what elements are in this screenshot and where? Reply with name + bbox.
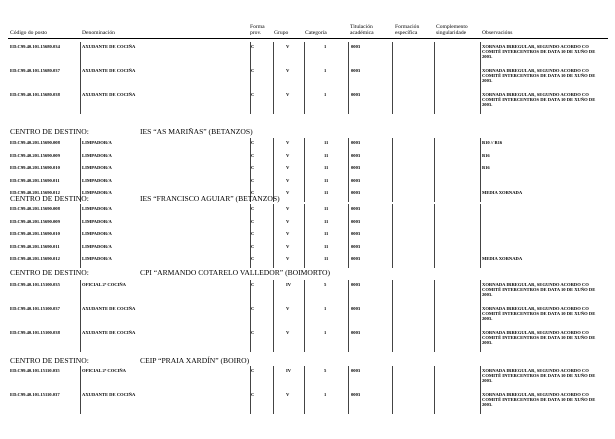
section-heading (10, 268, 610, 278)
cell-observacions: XORNADA IRREGULAR, SEGUNDO ACORDO CO COMITÉ INTERCENTROS DE DATA 10 DE XUÑO DE 2003. (482, 68, 596, 83)
table-row (0, 231, 615, 241)
column-rule (392, 204, 393, 268)
cell-grupo: V (286, 330, 290, 335)
table-row (0, 153, 615, 163)
cell-grupo: V (286, 231, 290, 236)
cell-grupo: V (286, 243, 290, 249)
table-row (0, 92, 615, 107)
column-rule (480, 138, 481, 202)
cell-titulacion: 0003 (351, 190, 361, 195)
cell-grupo: V (286, 218, 290, 224)
table-row (0, 256, 615, 266)
table-row (0, 68, 615, 83)
cell-denominacion: LIMPADOR/A (82, 218, 112, 224)
cell-categoria: 11 (324, 231, 329, 236)
table-row (0, 165, 615, 175)
cell-observacions: XORNADA IRREGULAR, SEGUNDO ACORDO CO COMITÉ INTERCENTROS DE DATA 10 DE XUÑO DE 2003. (482, 330, 596, 345)
column-rule (250, 280, 251, 352)
centro-name: CPI “ARMANDO COTARELO VALLEDOR” (BOIMORTO) (140, 268, 331, 277)
cell-observacions: XORNADA IRREGULAR, SEGUNDO ACORDO CO COMITÉ INTERCENTROS DE DATA 10 DE XUÑO DE 2003. (482, 392, 596, 407)
cell-grupo: V (286, 392, 290, 397)
table-row (0, 140, 615, 150)
cell-titulacion: 0003 (351, 231, 361, 236)
column-rule (480, 42, 481, 114)
column-rule (434, 280, 435, 352)
cell-forma-prov: C (251, 165, 255, 170)
cell-categoria: 11 (324, 165, 329, 170)
column-rule (392, 138, 393, 202)
cell-grupo: V (286, 177, 290, 183)
cell-forma-prov: C (251, 306, 255, 311)
cell-denominacion: LIMPADOR/A (82, 177, 112, 183)
cell-denominacion: LIMPADOR/A (82, 206, 112, 211)
header-denominacion: Denominación (82, 30, 115, 36)
table-row (0, 206, 615, 216)
cell-categoria: 11 (324, 177, 329, 183)
table-row (0, 244, 615, 254)
table-row (0, 44, 615, 59)
cell-categoria: 1 (324, 330, 327, 335)
cell-post-code: ED.C99.40.201.15690.012 (10, 190, 60, 195)
column-rule (480, 204, 481, 268)
cell-denominacion: AXUDANTE DE COCIÑA (82, 92, 136, 97)
centro-name: IES “AS MARIÑAS” (BETANZOS) (140, 127, 253, 136)
cell-post-code: ED.C99.40.201.15690.011 (10, 243, 60, 249)
column-rule (250, 204, 251, 268)
cell-grupo: V (286, 92, 290, 97)
cell-denominacion: LIMPADOR/A (82, 190, 112, 195)
cell-post-code: ED.C99.40.101.15680.037 (10, 68, 60, 73)
cell-observacions: MEDIA XORNADA (482, 190, 523, 195)
cell-titulacion: 0003 (351, 282, 361, 287)
cell-post-code: ED.C99.40.101.15680.038 (10, 92, 60, 97)
section-heading (10, 194, 610, 204)
cell-grupo: IV (286, 368, 292, 373)
header-complemento: Complemento singularidade (436, 24, 468, 36)
cell-denominacion: AXUDANTE DE COCIÑA (82, 44, 136, 49)
cell-forma-prov: C (251, 330, 255, 335)
cell-observacions: B16 (482, 152, 490, 158)
cell-grupo: V (286, 206, 290, 211)
cell-grupo: V (286, 165, 290, 170)
column-rule (273, 204, 274, 268)
column-rule (304, 204, 305, 268)
cell-titulacion: 0003 (351, 44, 361, 49)
column-rule (80, 204, 81, 268)
cell-categoria: 11 (324, 206, 329, 211)
cell-categoria: 5 (324, 368, 327, 373)
column-rule (304, 280, 305, 352)
cell-forma-prov: C (251, 243, 255, 249)
cell-denominacion: AXUDANTE DE COCIÑA (82, 392, 136, 397)
cell-grupo: V (286, 68, 290, 73)
cell-categoria: 1 (324, 68, 327, 73)
cell-titulacion: 0003 (351, 218, 361, 224)
cell-titulacion: 0003 (351, 177, 361, 183)
cell-categoria: 11 (324, 190, 329, 195)
column-rule (434, 204, 435, 268)
centro-name: CEIP “PRAIA XARDÍN” (BOIRO) (140, 356, 250, 365)
table-row (0, 368, 615, 383)
cell-grupo: V (286, 256, 290, 261)
cell-denominacion: LIMPADOR/A (82, 231, 112, 236)
header-grupo: Grupo (274, 30, 289, 36)
cell-denominacion: LIMPADOR/A (82, 152, 112, 158)
column-rule (434, 366, 435, 414)
cell-categoria: 1 (324, 92, 327, 97)
table-row (0, 306, 615, 321)
cell-grupo: IV (286, 282, 292, 287)
column-rule (348, 366, 349, 414)
cell-denominacion: OFICIAL 2ª COCIÑA (82, 282, 127, 287)
cell-forma-prov: C (251, 206, 255, 211)
cell-post-code: ED.C99.40.101.15110.035 (10, 368, 60, 373)
cell-observacions: B10 // B16 (482, 140, 503, 145)
column-rule (304, 366, 305, 414)
cell-observacions: XORNADA IRREGULAR, SEGUNDO ACORDO CO COMITÉ INTERCENTROS DE DATA 10 DE XUÑO DE 2003. (482, 368, 596, 383)
section-label: CENTRO DE DESTINO: (10, 194, 89, 203)
centro-name: IES “FRANCISCO AGUIAR” (BETANZOS) (140, 194, 280, 203)
table-row (0, 392, 615, 407)
cell-post-code: ED.C99.40.201.15690.012 (10, 256, 60, 261)
column-rule (348, 280, 349, 352)
cell-forma-prov: C (251, 190, 255, 195)
cell-denominacion: LIMPADOR/A (82, 140, 112, 145)
column-rule (250, 42, 251, 114)
column-rule (80, 366, 81, 414)
cell-titulacion: 0003 (351, 368, 361, 373)
cell-categoria: 11 (324, 256, 329, 261)
cell-denominacion: AXUDANTE DE COCIÑA (82, 306, 136, 311)
cell-categoria: 1 (324, 44, 327, 49)
cell-titulacion: 0003 (351, 152, 361, 158)
cell-observacions: XORNADA IRREGULAR, SEGUNDO ACORDO CO COMITÉ INTERCENTROS DE DATA 10 DE XUÑO DE 2003. (482, 282, 596, 297)
table-row (0, 219, 615, 229)
cell-post-code: ED.C99.40.101.15680.034 (10, 44, 60, 49)
cell-post-code: ED.C99.40.201.15690.009 (10, 152, 60, 158)
cell-post-code: ED.C99.40.201.15690.008 (10, 140, 60, 145)
column-rule (273, 280, 274, 352)
column-rule (273, 366, 274, 414)
column-rule (348, 204, 349, 268)
column-rule (392, 366, 393, 414)
cell-post-code: ED.C99.40.101.15100.037 (10, 306, 60, 311)
column-rule (304, 138, 305, 202)
cell-forma-prov: C (251, 92, 255, 97)
column-rule (250, 138, 251, 202)
cell-titulacion: 0003 (351, 206, 361, 211)
header-observacions: Observacións (482, 30, 513, 36)
cell-categoria: 11 (324, 218, 329, 224)
cell-categoria: 11 (324, 140, 329, 145)
cell-titulacion: 0003 (351, 243, 361, 249)
column-rule (80, 280, 81, 352)
table-row (0, 330, 615, 345)
section-label: CENTRO DE DESTINO: (10, 356, 89, 365)
cell-observacions: XORNADA IRREGULAR, SEGUNDO ACORDO CO COMITÉ INTERCENTROS DE DATA 10 DE XUÑO DE 2003. (482, 306, 596, 321)
cell-titulacion: 0003 (351, 92, 361, 97)
cell-forma-prov: C (251, 282, 255, 287)
column-rule (480, 366, 481, 414)
column-rule (434, 42, 435, 114)
section-label: CENTRO DE DESTINO: (10, 268, 89, 277)
cell-denominacion: AXUDANTE DE COCIÑA (82, 68, 136, 73)
cell-post-code: ED.C99.40.201.15690.010 (10, 165, 60, 170)
cell-categoria: 5 (324, 282, 327, 287)
cell-titulacion: 0003 (351, 256, 361, 261)
column-rule (80, 42, 81, 114)
column-rule (348, 138, 349, 202)
cell-titulacion: 0003 (351, 68, 361, 73)
cell-categoria: 11 (324, 152, 329, 158)
column-rule (273, 42, 274, 114)
cell-forma-prov: C (251, 140, 255, 145)
cell-observacions: XORNADA IRREGULAR, SEGUNDO ACORDO CO COMITÉ INTERCENTROS DE DATA 10 DE XUÑO DE 2003. (482, 92, 596, 107)
column-rule (392, 42, 393, 114)
cell-titulacion: 0003 (351, 306, 361, 311)
column-rule (80, 138, 81, 202)
cell-forma-prov: C (251, 177, 255, 183)
cell-observacions: XORNADA IRREGULAR, SEGUNDO ACORDO CO COMITÉ INTERCENTROS DE DATA 10 DE XUÑO DE 2003. (482, 44, 596, 59)
table-row (0, 178, 615, 188)
cell-forma-prov: C (251, 256, 255, 261)
header-titulacion: Titulación académica (350, 24, 374, 36)
cell-post-code: ED.C99.40.201.15690.008 (10, 206, 60, 211)
column-rule (348, 42, 349, 114)
cell-forma-prov: C (251, 368, 255, 373)
cell-post-code: ED.C99.40.101.15110.037 (10, 392, 60, 397)
cell-denominacion: LIMPADOR/A (82, 256, 112, 261)
column-rule (392, 280, 393, 352)
cell-forma-prov: C (251, 152, 255, 158)
cell-grupo: V (286, 306, 290, 311)
section-heading (10, 127, 610, 137)
cell-post-code: ED.C99.40.101.15100.035 (10, 282, 60, 287)
header-codigo: Código do posto (10, 30, 47, 36)
cell-forma-prov: C (251, 392, 255, 397)
cell-grupo: V (286, 190, 290, 195)
cell-titulacion: 0003 (351, 392, 361, 397)
cell-post-code: ED.C99.40.201.15690.009 (10, 218, 60, 224)
cell-denominacion: AXUDANTE DE COCIÑA (82, 330, 136, 335)
cell-observacions: B16 (482, 165, 490, 170)
column-rule (480, 280, 481, 352)
cell-titulacion: 0003 (351, 140, 361, 145)
cell-categoria: 11 (324, 243, 329, 249)
cell-denominacion: LIMPADOR/A (82, 165, 112, 170)
cell-titulacion: 0003 (351, 330, 361, 335)
cell-titulacion: 0003 (351, 165, 361, 170)
column-rule (250, 366, 251, 414)
header-rule (8, 38, 608, 39)
cell-forma-prov: C (251, 68, 255, 73)
column-rule (434, 138, 435, 202)
section-label: CENTRO DE DESTINO: (10, 127, 89, 136)
cell-categoria: 1 (324, 392, 327, 397)
cell-grupo: V (286, 152, 290, 158)
column-rule (273, 138, 274, 202)
cell-denominacion: LIMPADOR/A (82, 243, 112, 249)
column-rule (304, 42, 305, 114)
header-categoria: Categoría (305, 30, 327, 36)
cell-observacions: MEDIA XORNADA (482, 256, 523, 261)
header-forma: Forma prov. (250, 24, 265, 36)
cell-categoria: 1 (324, 306, 327, 311)
cell-denominacion: OFICIAL 2ª COCIÑA (82, 368, 127, 373)
cell-forma-prov: C (251, 231, 255, 236)
section-heading (10, 356, 610, 366)
table-row (0, 282, 615, 297)
cell-post-code: ED.C99.40.101.15100.038 (10, 330, 60, 335)
cell-grupo: V (286, 140, 290, 145)
header-formacion: Formación específica (395, 24, 420, 36)
cell-post-code: ED.C99.40.201.15690.010 (10, 231, 60, 236)
cell-grupo: V (286, 44, 290, 49)
cell-post-code: ED.C99.40.201.15690.011 (10, 177, 60, 183)
cell-forma-prov: C (251, 218, 255, 224)
cell-forma-prov: C (251, 44, 255, 49)
